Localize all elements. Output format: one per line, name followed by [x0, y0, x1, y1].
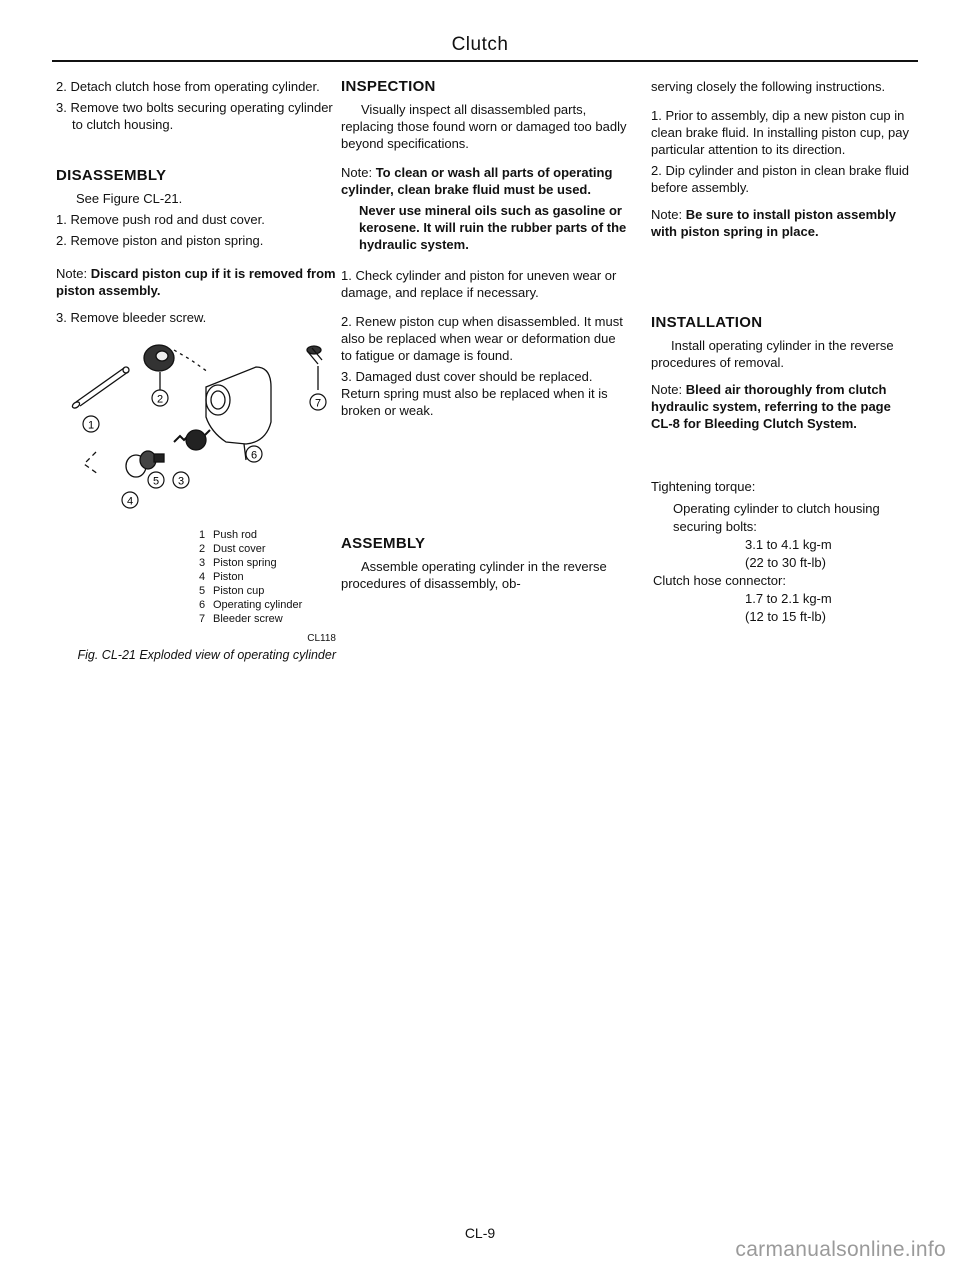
figure-caption [56, 647, 336, 663]
svg-text:5: 5 [152, 475, 160, 488]
tightening-torque-block [651, 478, 909, 626]
note-text: Bleed air thoroughly from clutch hydraulic system, referring to the page CL-8 for Bleeding Clutch System. [651, 382, 891, 431]
disassembly-step-3: 3. Remove bleeder screw. [56, 310, 207, 325]
svg-text:3: 3 [177, 475, 185, 488]
note-lead: Note: [341, 165, 373, 180]
note-text: Be sure to install piston assembly with piston spring in place. [651, 207, 896, 239]
callout-4 [122, 492, 138, 508]
note-text-2: Never use mineral oils such as gasoline or kerosene. It will ruin the rubber parts of the hydraulic system. [359, 203, 627, 252]
note-text: Discard piston cup if it is removed from piston assembly. [56, 266, 336, 298]
legend-item: 4 Piston [199, 571, 244, 583]
svg-text:1: 1 [87, 419, 95, 432]
assembly-continued-text: serving closely the following instructions. [651, 79, 886, 94]
removal-step-2: 2. Detach clutch hose from operating cylinder. [56, 79, 320, 94]
inspection-step-3: 3. Damaged dust cover should be replaced. Return spring must also be replaced when it is broken or weak. [341, 369, 608, 418]
page-header-title: Clutch [451, 34, 509, 55]
inspection-step-2: 2. Renew piston cup when disassembled. It must also be replaced when wear or deformation due to fatigue or damage is found. [341, 314, 623, 363]
torque-item-1-value-imperial: (22 to 30 ft-lb) [745, 555, 826, 570]
removal-step-3: 3. Remove two bolts securing operating cylinder to clutch housing. [56, 100, 333, 132]
inspection-heading: INSPECTION [341, 78, 436, 95]
disassembly-step-1: 1. Remove push rod and dust cover. [56, 212, 265, 227]
site-watermark: carmanualsonline.info [735, 1238, 946, 1261]
right-column [651, 78, 909, 626]
svg-text:4: 4 [126, 495, 134, 508]
assembly-note [651, 206, 909, 240]
exploded-view-illustration [56, 332, 336, 528]
dust-cover-part [144, 345, 174, 390]
assembly-heading: ASSEMBLY [341, 535, 426, 552]
note-lead: Note: [651, 207, 683, 222]
operating-cylinder-part [206, 367, 271, 460]
legend-item: 3 Piston spring [199, 557, 277, 569]
installation-note [651, 381, 909, 432]
page-number: CL-9 [464, 1225, 496, 1241]
note-lead: Note: [56, 266, 88, 281]
torque-item-2: Clutch hose connector: [653, 573, 786, 588]
callout-3 [173, 472, 189, 488]
inspection-note [341, 164, 627, 198]
bleeder-screw-part [307, 346, 322, 390]
svg-text:7: 7 [314, 397, 322, 410]
legend-item: 6 Operating cylinder [199, 599, 303, 611]
figure-caption-text: Exploded view of operating cylinder [139, 648, 336, 662]
callout-1 [83, 416, 99, 432]
piston-spring-part [174, 430, 210, 450]
figure-label: Fig. CL-21 [77, 648, 136, 662]
svg-text:6: 6 [250, 449, 258, 462]
disassembly-heading: DISASSEMBLY [56, 167, 167, 184]
inspection-intro: Visually inspect all disassembled parts, replacing those found worn or damaged too badly beyond specifications. [341, 102, 627, 151]
legend-item: 7 Bleeder screw [199, 613, 283, 625]
legend-item: 1 Push rod [199, 529, 258, 541]
callout-2 [152, 390, 168, 406]
assembly-text: Assemble operating cylinder in the reverse procedures of disassembly, ob- [341, 559, 607, 591]
figure-code: CL118 [307, 633, 336, 644]
torque-item-1-value-metric: 3.1 to 4.1 kg-m [745, 537, 832, 552]
legend-item: 5 Piston cup [199, 585, 265, 597]
callout-7 [310, 394, 326, 410]
header-rule [52, 60, 918, 62]
callout-5 [148, 472, 164, 488]
installation-heading: INSTALLATION [651, 314, 763, 331]
torque-item-2-value-imperial: (12 to 15 ft-lb) [745, 609, 826, 624]
figure-legend [199, 528, 336, 626]
assembly-step-1: 1. Prior to assembly, dip a new piston cup in clean brake fluid. In installing piston cup, pay particular attention to its direction. [651, 108, 909, 157]
push-rod-part [71, 367, 129, 409]
middle-column [341, 78, 627, 596]
installation-text: Install operating cylinder in the reverse procedures of removal. [651, 338, 894, 370]
note-lead: Note: [651, 382, 683, 397]
see-figure-text: See Figure CL-21. [76, 191, 183, 206]
disassembly-note [56, 265, 336, 299]
legend-item: 2 Dust cover [199, 543, 266, 555]
callout-6 [246, 446, 262, 462]
note-text-1: To clean or wash all parts of operating cylinder, clean brake fluid must be used. [341, 165, 613, 197]
left-column [56, 78, 336, 663]
torque-heading: Tightening torque: [651, 479, 756, 494]
torque-item-1: Operating cylinder to clutch housing securing bolts: [673, 501, 880, 534]
torque-item-2-value-metric: 1.7 to 2.1 kg-m [745, 591, 832, 606]
svg-text:2: 2 [156, 393, 164, 406]
inspection-step-1: 1. Check cylinder and piston for uneven wear or damage, and replace if necessary. [341, 268, 617, 300]
disassembly-step-2: 2. Remove piston and piston spring. [56, 233, 264, 248]
assembly-step-2: 2. Dip cylinder and piston in clean brake fluid before assembly. [651, 163, 909, 195]
